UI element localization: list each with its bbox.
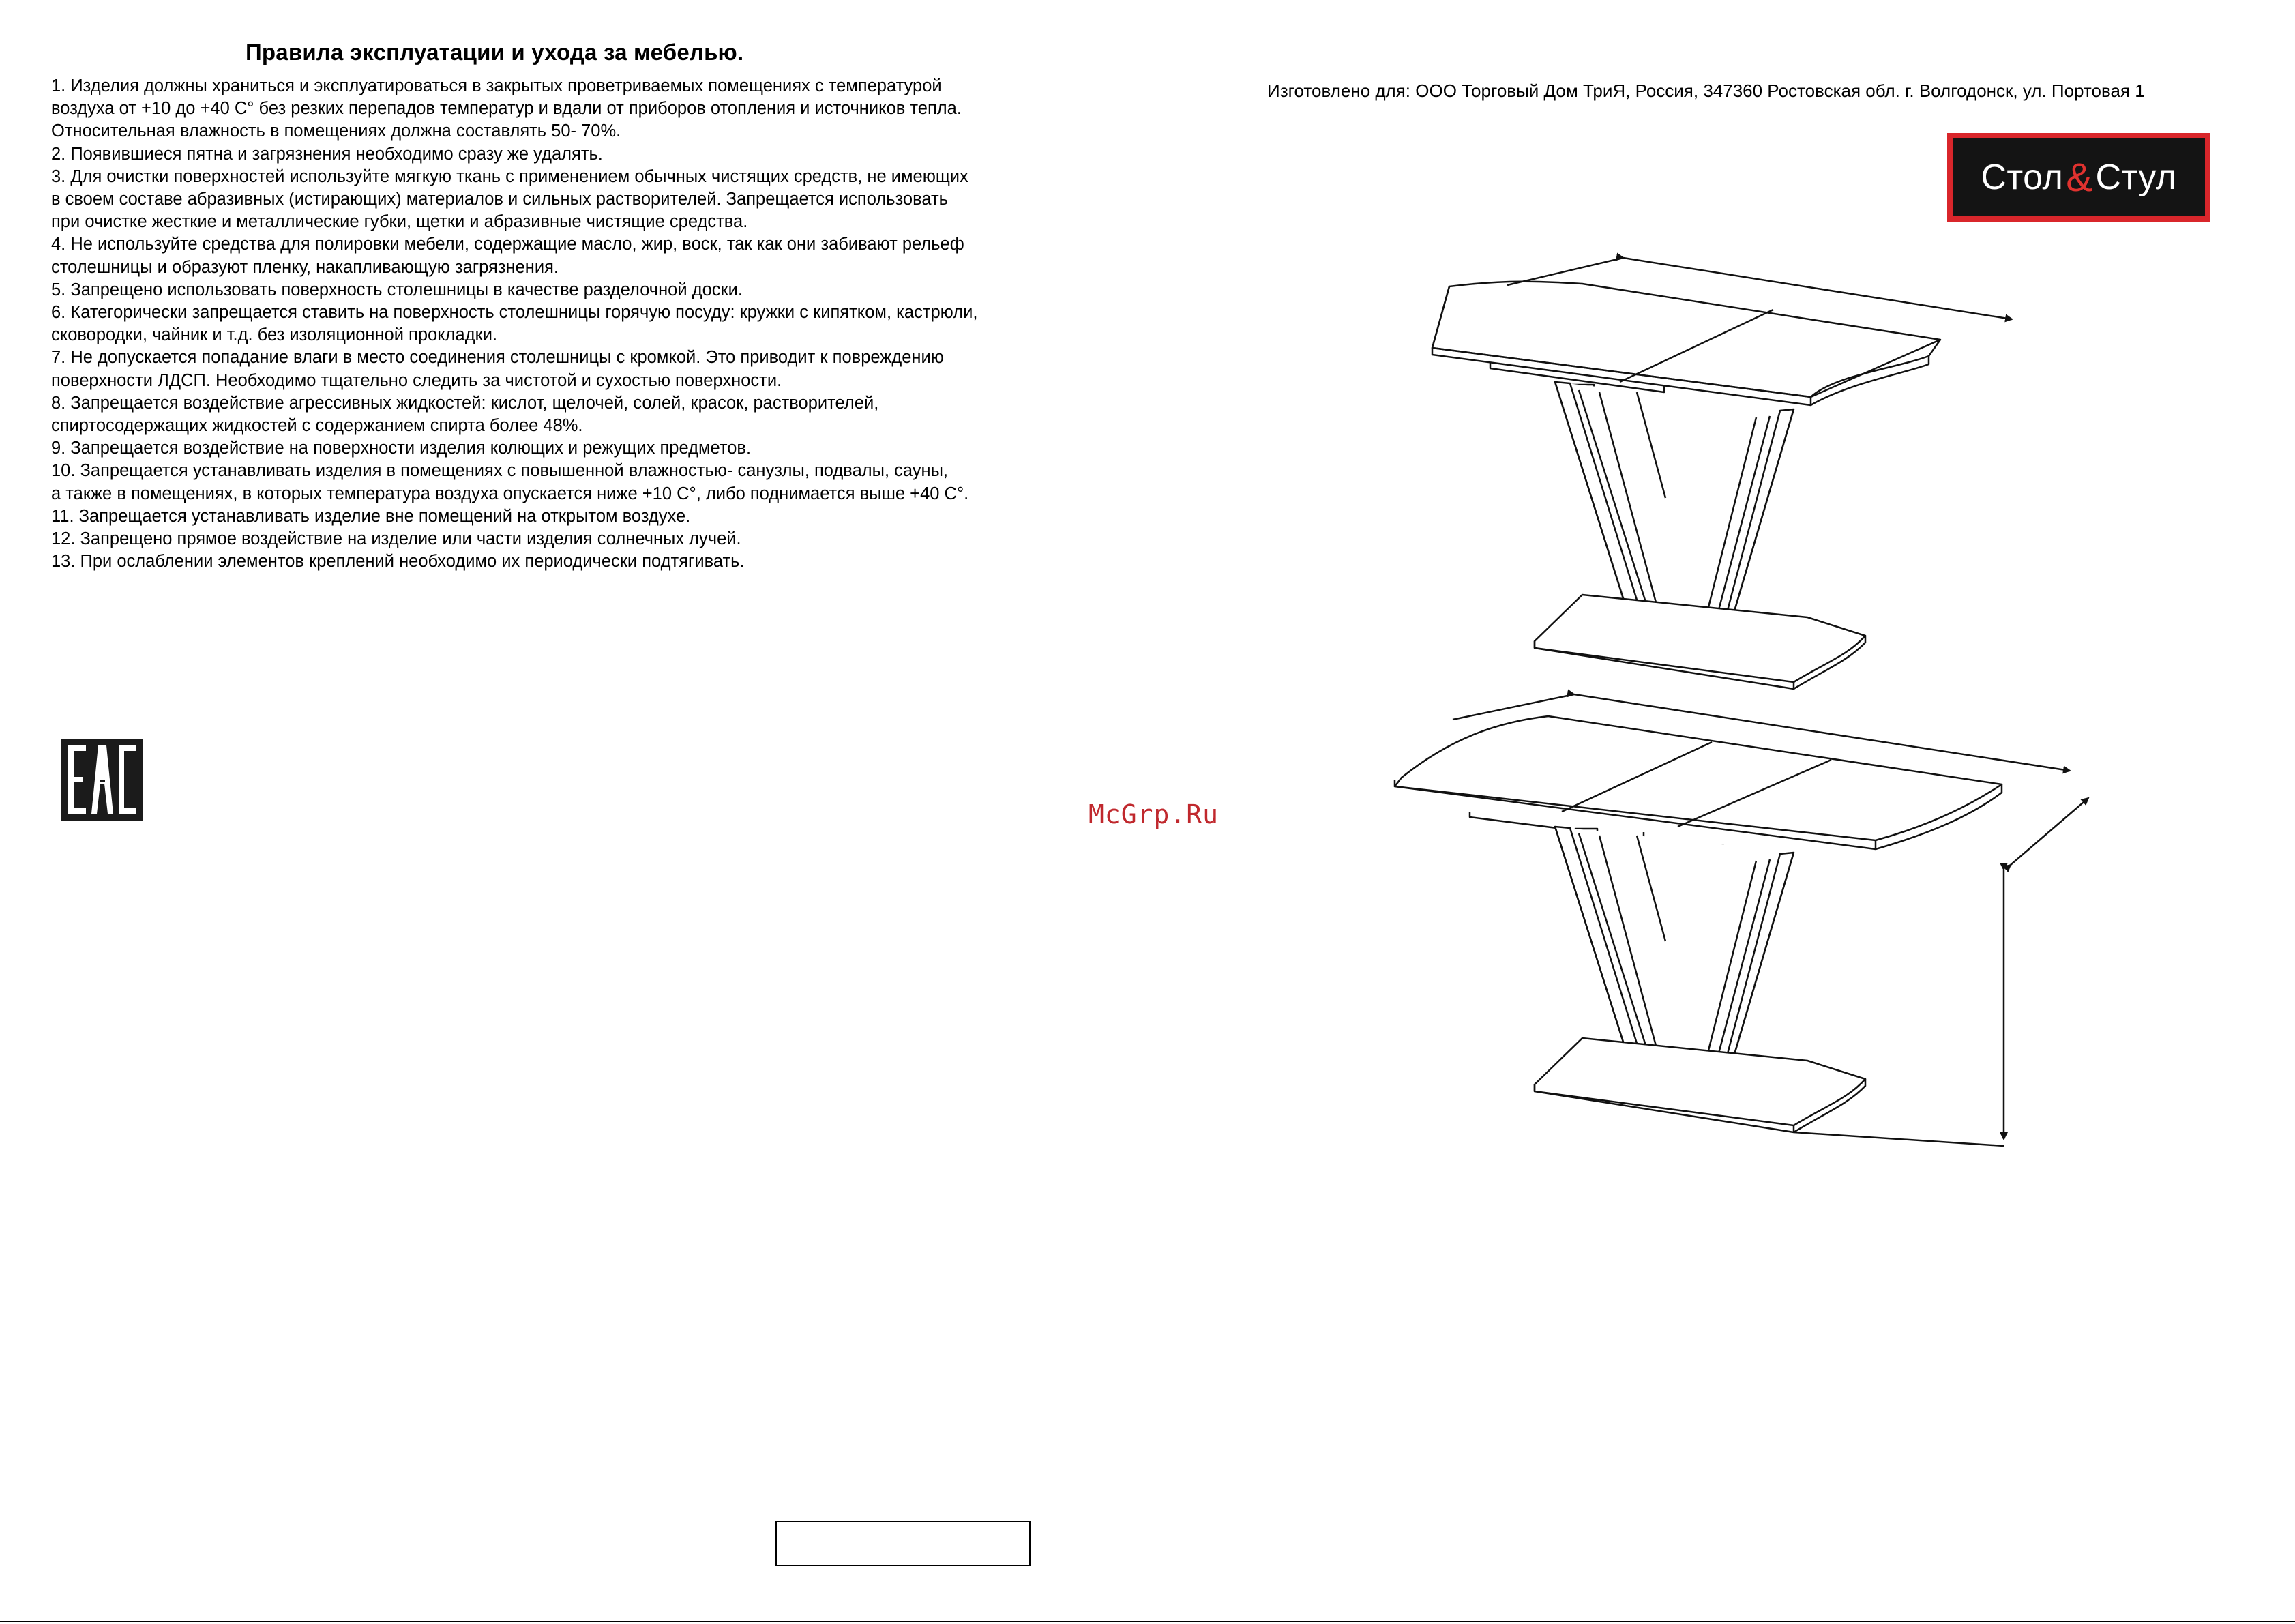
rule-item: 4. Не используйте средства для полировки мебели, содержащие масло, жир, воск, так как они забивают рельеф столешницы и образуют пленку, накапливающую загрязнения. (51, 235, 964, 277)
brand-logo (1947, 133, 2210, 222)
rule-item: 1. Изделия должны храниться и эксплуатироваться в закрытых проветриваемых помещениях с температурой воздуха от +10 до +40 С° без резких перепадов температур и вдали от приборов отопления и источников тепла. Относительная влажность в помещениях должна составлять 50- 70%. (51, 76, 962, 141)
watermark: McGrp.Ru (1089, 799, 1219, 829)
eac-mark-graphic (61, 739, 143, 821)
logo-ampersand: & (2066, 155, 2093, 200)
manufacturer-info: Изготовлено для: ООО Торговый Дом ТриЯ, Россия, 347360 Ростовская обл. г. Волгодонск, ул. Портовая 1 (1267, 80, 2145, 101)
rules-list (51, 75, 1115, 573)
rule-item: 9. Запрещается воздействие на поверхности изделия колющих и режущих предметов. (51, 439, 752, 458)
rule-item: 8. Запрещается воздействие агрессивных жидкостей: кислот, щелочей, солей, красок, растворителей, спиртосодержащих жидкостей с содержанием спирта более 48%. (51, 393, 879, 436)
rule-item: 10. Запрещается устанавливать изделия в помещениях с повышенной влажностью- санузлы, подвалы, сауны, а также в помещениях, в которых температура воздуха опускается ниже +10 С°, либо поднимается выше +40 С°. (51, 461, 969, 503)
rule-item: 5. Запрещено использовать поверхность столешницы в качестве разделочной доски. (51, 280, 743, 299)
table-drawing (1357, 239, 2114, 1166)
document-title: Правила эксплуатации и ухода за мебелью. (246, 40, 744, 65)
rule-item: 6. Категорически запрещается ставить на поверхность столешницы горячую посуду: кружки с кипятком, кастрюли, сковородки, чайник и т.д. без изоляционной прокладки. (51, 303, 978, 345)
brand-logo-text (1953, 138, 2205, 216)
rule-item: 11. Запрещается устанавливать изделие вне помещений на открытом воздухе. (51, 506, 691, 526)
rule-item: 12. Запрещено прямое воздействие на изделие или части изделия солнечных лучей. (51, 529, 741, 549)
table-extended (1395, 694, 2088, 1146)
logo-word-1: Стол (1981, 158, 2064, 197)
bottom-rule (0, 1621, 2295, 1622)
rule-item: 2. Появившиеся пятна и загрязнения необходимо сразу же удалять. (51, 144, 603, 164)
rule-item: 7. Не допускается попадание влаги в место соединения столешницы с кромкой. Это приводит к повреждению поверхности ЛДСП. Необходимо тщательно следить за чистотой и сухостью поверхности. (51, 348, 944, 390)
rule-item: 13. При ослаблении элементов креплений необходимо их периодически подтягивать. (51, 552, 745, 572)
stamp-box (775, 1521, 1031, 1566)
eac-mark-icon (61, 739, 143, 821)
rule-item: 3. Для очистки поверхностей используйте мягкую ткань с применением обычных чистящих средств, не имеющих в своем составе абразивных (истирающих) материалов и сильных растворителей. Запрещается использовать при очистке жесткие и металлические губки, щетки и абразивные чистящие средства. (51, 166, 968, 232)
table-compact (1432, 258, 2012, 689)
logo-word-2: Стул (2095, 158, 2177, 197)
